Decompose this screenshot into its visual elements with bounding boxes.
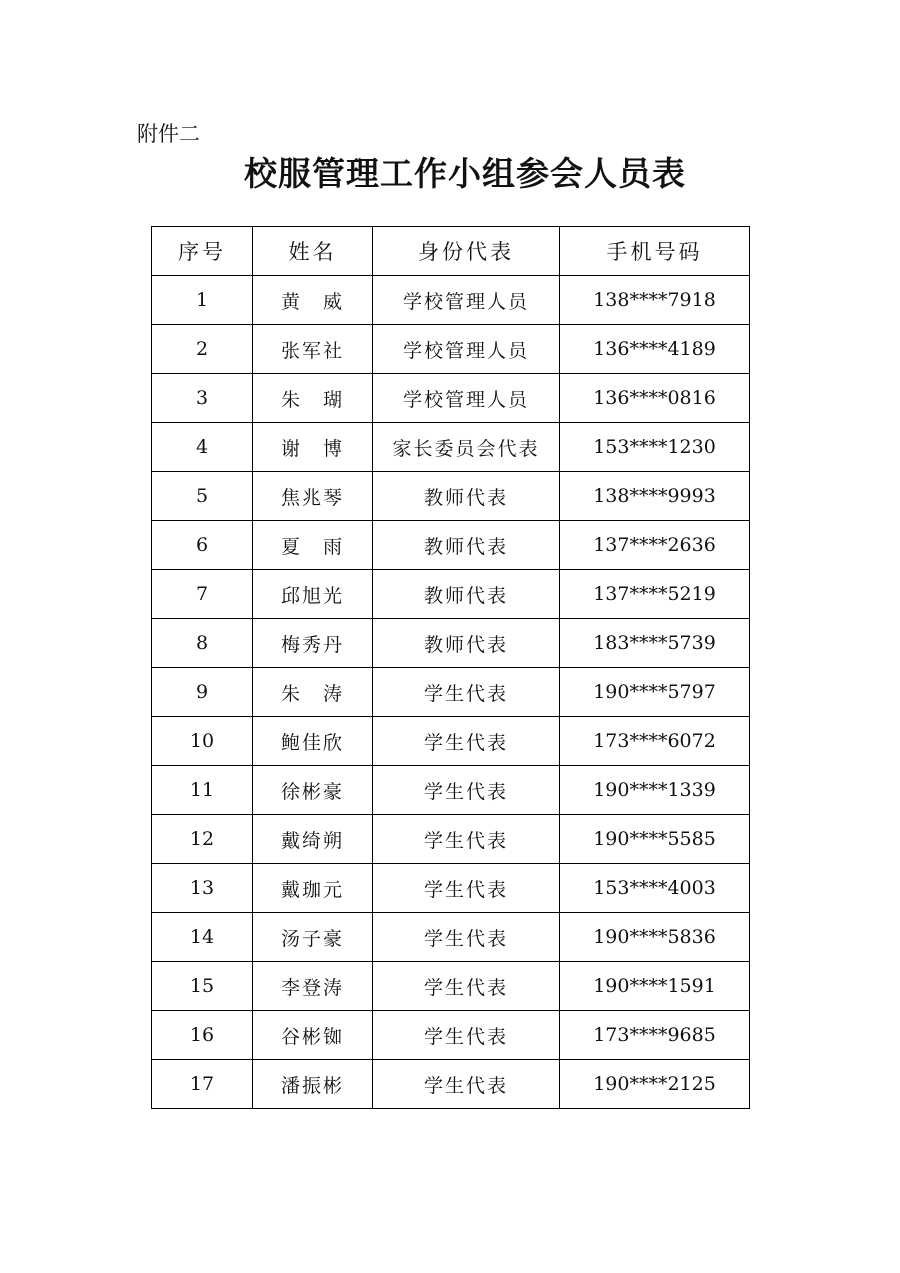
- cell-number: 13: [152, 864, 253, 913]
- table-row: [152, 668, 750, 717]
- cell-role: 学生代表: [373, 815, 560, 864]
- cell-name: 谢 博: [253, 423, 373, 472]
- column-header-number: 序号: [152, 227, 253, 276]
- table-row: [152, 423, 750, 472]
- cell-name: 焦兆琴: [253, 472, 373, 521]
- cell-role: 学校管理人员: [373, 276, 560, 325]
- cell-role: 教师代表: [373, 619, 560, 668]
- cell-name: 朱 涛: [253, 668, 373, 717]
- cell-role: 教师代表: [373, 521, 560, 570]
- cell-name: 潘振彬: [253, 1060, 373, 1109]
- cell-number: 6: [152, 521, 253, 570]
- cell-name: 谷彬铷: [253, 1011, 373, 1060]
- table-row: [152, 717, 750, 766]
- cell-phone: 138****7918: [560, 276, 750, 325]
- cell-number: 15: [152, 962, 253, 1011]
- cell-phone: 190****1591: [560, 962, 750, 1011]
- column-header-phone: 手机号码: [560, 227, 750, 276]
- cell-role: 学校管理人员: [373, 374, 560, 423]
- table-row: [152, 815, 750, 864]
- table-row: [152, 864, 750, 913]
- cell-role: 学校管理人员: [373, 325, 560, 374]
- cell-number: 10: [152, 717, 253, 766]
- cell-role: 学生代表: [373, 668, 560, 717]
- cell-name: 梅秀丹: [253, 619, 373, 668]
- cell-role: 学生代表: [373, 1011, 560, 1060]
- cell-number: 17: [152, 1060, 253, 1109]
- attendee-table: [151, 226, 750, 1109]
- cell-name: 夏 雨: [253, 521, 373, 570]
- table-row: [152, 619, 750, 668]
- cell-role: 学生代表: [373, 913, 560, 962]
- table-row: [152, 913, 750, 962]
- cell-phone: 190****2125: [560, 1060, 750, 1109]
- cell-number: 5: [152, 472, 253, 521]
- table-row: [152, 1011, 750, 1060]
- table-row: [152, 374, 750, 423]
- cell-phone: 190****5836: [560, 913, 750, 962]
- cell-number: 8: [152, 619, 253, 668]
- cell-name: 黄 威: [253, 276, 373, 325]
- table-body: [152, 276, 750, 1109]
- cell-phone: 173****6072: [560, 717, 750, 766]
- cell-phone: 138****9993: [560, 472, 750, 521]
- cell-name: 张军社: [253, 325, 373, 374]
- cell-phone: 190****1339: [560, 766, 750, 815]
- cell-phone: 190****5797: [560, 668, 750, 717]
- cell-phone: 173****9685: [560, 1011, 750, 1060]
- cell-name: 鲍佳欣: [253, 717, 373, 766]
- cell-role: 学生代表: [373, 962, 560, 1011]
- cell-number: 7: [152, 570, 253, 619]
- table-header: [152, 227, 750, 276]
- cell-name: 汤子豪: [253, 913, 373, 962]
- cell-phone: 153****4003: [560, 864, 750, 913]
- document-title: 校服管理工作小组参会人员表: [244, 154, 686, 193]
- cell-name: 戴珈元: [253, 864, 373, 913]
- attachment-label: 附件二: [137, 122, 200, 146]
- cell-phone: 136****0816: [560, 374, 750, 423]
- cell-number: 3: [152, 374, 253, 423]
- cell-role: 学生代表: [373, 1060, 560, 1109]
- cell-name: 徐彬豪: [253, 766, 373, 815]
- cell-name: 李登涛: [253, 962, 373, 1011]
- cell-role: 学生代表: [373, 766, 560, 815]
- table-row: [152, 276, 750, 325]
- table-row: [152, 472, 750, 521]
- cell-phone: 153****1230: [560, 423, 750, 472]
- cell-role: 教师代表: [373, 472, 560, 521]
- column-header-name: 姓名: [253, 227, 373, 276]
- cell-name: 朱 瑚: [253, 374, 373, 423]
- cell-number: 9: [152, 668, 253, 717]
- cell-number: 14: [152, 913, 253, 962]
- cell-name: 邱旭光: [253, 570, 373, 619]
- cell-number: 1: [152, 276, 253, 325]
- cell-phone: 190****5585: [560, 815, 750, 864]
- cell-role: 学生代表: [373, 864, 560, 913]
- table-row: [152, 325, 750, 374]
- cell-phone: 137****5219: [560, 570, 750, 619]
- table-row: [152, 766, 750, 815]
- cell-role: 教师代表: [373, 570, 560, 619]
- table-row: [152, 962, 750, 1011]
- cell-phone: 136****4189: [560, 325, 750, 374]
- cell-number: 2: [152, 325, 253, 374]
- cell-role: 家长委员会代表: [373, 423, 560, 472]
- cell-name: 戴绮朔: [253, 815, 373, 864]
- table-row: [152, 1060, 750, 1109]
- cell-phone: 183****5739: [560, 619, 750, 668]
- table-row: [152, 570, 750, 619]
- table-row: [152, 521, 750, 570]
- column-header-role: 身份代表: [373, 227, 560, 276]
- cell-number: 11: [152, 766, 253, 815]
- cell-number: 12: [152, 815, 253, 864]
- cell-role: 学生代表: [373, 717, 560, 766]
- cell-phone: 137****2636: [560, 521, 750, 570]
- header-row: [152, 227, 750, 276]
- cell-number: 16: [152, 1011, 253, 1060]
- cell-number: 4: [152, 423, 253, 472]
